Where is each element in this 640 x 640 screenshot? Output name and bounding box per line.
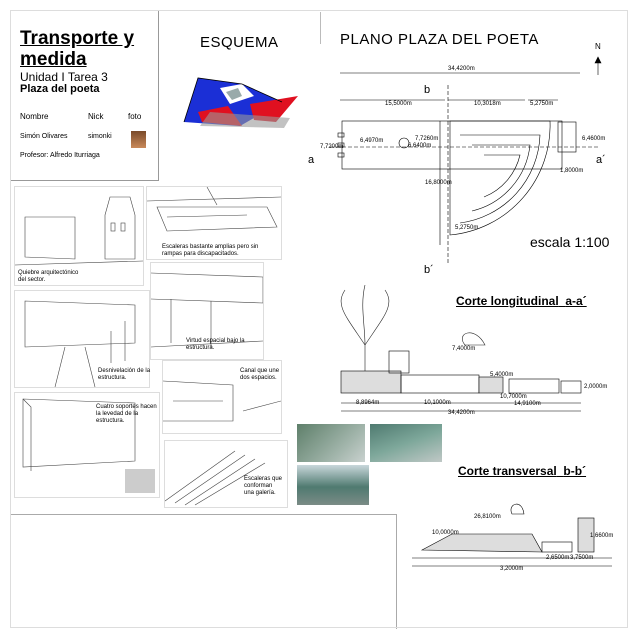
plan-dim-in2: 6,6400m — [408, 143, 432, 149]
long-dim-2: 10,1000m — [424, 400, 451, 406]
trans-dim-6: 3,2000m — [500, 566, 524, 572]
caption-architectural-break: Quiebre arquitectónico del sector. — [18, 270, 79, 283]
nick-header: Nick — [88, 112, 104, 121]
plan-dim-h2: 6,4970m — [360, 138, 384, 144]
caption-stair-gallery: Escaleras que conforman una galería. — [244, 476, 283, 496]
plan-dim-br: 1,8000m — [560, 168, 584, 174]
outer-frame — [10, 10, 628, 628]
plan-dim-side: 6,4600m — [582, 136, 606, 142]
sheet-title: Transporte y medida — [20, 28, 135, 70]
long-dim-1: 8,8964m — [356, 400, 380, 406]
name-header: Nombre — [20, 112, 49, 121]
esquema-heading: ESQUEMA — [200, 34, 279, 51]
trans-dim-4: 3,7500m — [570, 555, 594, 561]
long-dim-4: 10,7000m — [500, 394, 527, 400]
plan-dim-total: 34,4200m — [448, 66, 475, 72]
section-mark-b2: b´ — [424, 264, 434, 276]
scale-label: escala 1:100 — [530, 234, 610, 250]
section-trans-ref: b-b´ — [563, 464, 587, 478]
caption-space-under: Virtud espacial bajo la estructura. — [186, 338, 245, 351]
student-name: Simón Olivares — [20, 133, 68, 140]
section-long-label: Corte longitudinal — [456, 294, 559, 308]
unit-label: Unidad I Tarea 3 — [20, 70, 108, 84]
long-dim-7: 7,4000m — [452, 346, 476, 352]
north-arrow-label: N — [595, 42, 601, 51]
plan-dim-vert: 16,8000m — [425, 180, 452, 186]
section-trans-label: Corte transversal — [458, 464, 557, 478]
plan-dim-right: 5,2750m — [530, 101, 554, 107]
trans-dim-1: 26,8100m — [474, 514, 501, 520]
long-dim-5: 14,9100m — [514, 401, 541, 407]
caption-four-supports: Cuatro soportes hacen la levedad de la estructura. — [96, 404, 157, 424]
plan-dim-h1: 7,7200m — [320, 144, 344, 150]
section-mark-a: a — [308, 154, 315, 166]
student-nick: simonki — [88, 133, 112, 140]
long-dim-6: 2,0000m — [584, 384, 608, 390]
long-dim-8: 5,4000m — [490, 372, 514, 378]
caption-canal: Canal que une dos espacios. — [240, 368, 280, 381]
plan-dim-in1: 7,7260m — [415, 136, 439, 142]
long-dim-3: 34,4200m — [448, 410, 475, 416]
plan-dim-left: 15,5000m — [385, 101, 412, 107]
section-mark-a2: a´ — [596, 154, 606, 166]
subject-label: Plaza del poeta — [20, 83, 100, 95]
trans-dim-5: 1,6600m — [590, 533, 614, 539]
trans-dim-2: 10,0000m — [432, 530, 459, 536]
plan-dim-low: 5,2750m — [455, 225, 479, 231]
caption-wide-stairs: Escaleras bastante amplias pero sin rampas para discapacitados. — [162, 244, 259, 257]
section-long-ref: a-a´ — [565, 294, 587, 308]
professor-label: Profesor: Alfredo Iturriaga — [20, 152, 100, 159]
plan-dim-mid: 10,3018m — [474, 101, 501, 107]
caption-level-change: Desnivelación de la estructura. — [98, 368, 151, 381]
section-mark-b: b — [424, 84, 431, 96]
photo-header: foto — [128, 112, 142, 121]
plano-heading: PLANO PLAZA DEL POETA — [340, 31, 539, 48]
trans-dim-3: 2,6500m — [546, 555, 570, 561]
